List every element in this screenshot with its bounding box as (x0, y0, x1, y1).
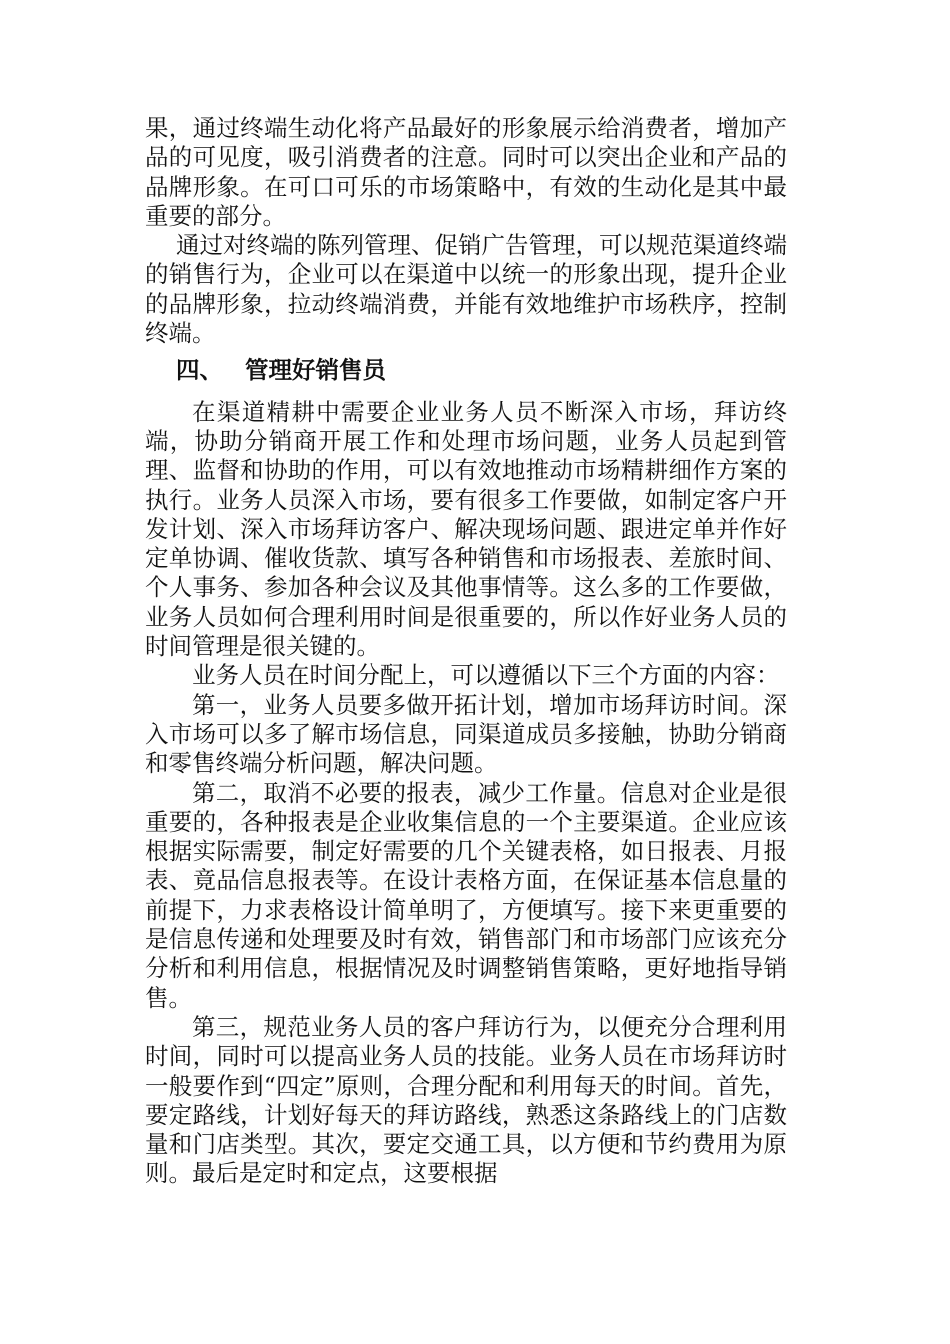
section-heading (145, 356, 787, 385)
section-title: 管理好销售员 (245, 356, 386, 385)
paragraph: 业务人员在时间分配上，可以遵循以下三个方面的内容： (192, 661, 780, 690)
paragraph: 第一，业务人员要多做开拓计划，增加市场拜访时间。深入市场可以多了解市场信息，同渠道成员多接触，协助分销商和零售终端分析问题，解决问题。 (145, 690, 787, 778)
section-number: 四、 (176, 356, 223, 385)
paragraph: 第二，取消不必要的报表，减少工作量。信息对企业是很重要的，各种报表是企业收集信息的一个主要渠道。企业应该根据实际需要，制定好需要的几个关键表格，如日报表、月报表、竟品信息报表等。在设计表格方面，在保证基本信息量的前提下，力求表格设计简单明了，方便填写。接下来更重要的是信息传递和处理要及时有效，销售部门和市场部门应该充分分析和利用信息，根据情况及时调整销售策略，更好地指导销售。 (145, 778, 787, 1012)
paragraph: 在渠道精耕中需要企业业务人员不断深入市场，拜访终端，协助分销商开展工作和处理市场问题，业务人员起到管理、监督和协助的作用，可以有效地推动市场精耕细作方案的执行。业务人员深入市场，要有很多工作要做，如制定客户开发计划、深入市场拜访客户、解决现场问题、跟进定单并作好定单协调、催收货款、填写各种销售和市场报表、差旅时间、个人事务、参加各种会议及其他事情等。这么多的工作要做，业务人员如何合理利用时间是很重要的，所以作好业务人员的时间管理是很关键的。 (145, 397, 787, 661)
paragraph: 通过对终端的陈列管理、促销广告管理，可以规范渠道终端的销售行为，企业可以在渠道中以统一的形象出现，提升企业的品牌形象，拉动终端消费，并能有效地维护市场秩序，控制终端。 (145, 231, 787, 348)
paragraph: 第三，规范业务人员的客户拜访行为，以便充分合理利用时间，同时可以提高业务人员的技能。业务人员在市场拜访时一般要作到“四定”原则，合理分配和利用每天的时间。首先，要定路线，计划好每天的拜访路线，熟悉这条路线上的门店数量和门店类型。其次，要定交通工具，以方便和节约费用为原则。最后是定时和定点，这要根据 (145, 1012, 787, 1188)
document-page (145, 114, 787, 1189)
paragraph: 果，通过终端生动化将产品最好的形象展示给消费者，增加产品的可见度，吸引消费者的注意。同时可以突出企业和产品的品牌形象。在可口可乐的市场策略中，有效的生动化是其中最重要的部分。 (145, 114, 787, 230)
